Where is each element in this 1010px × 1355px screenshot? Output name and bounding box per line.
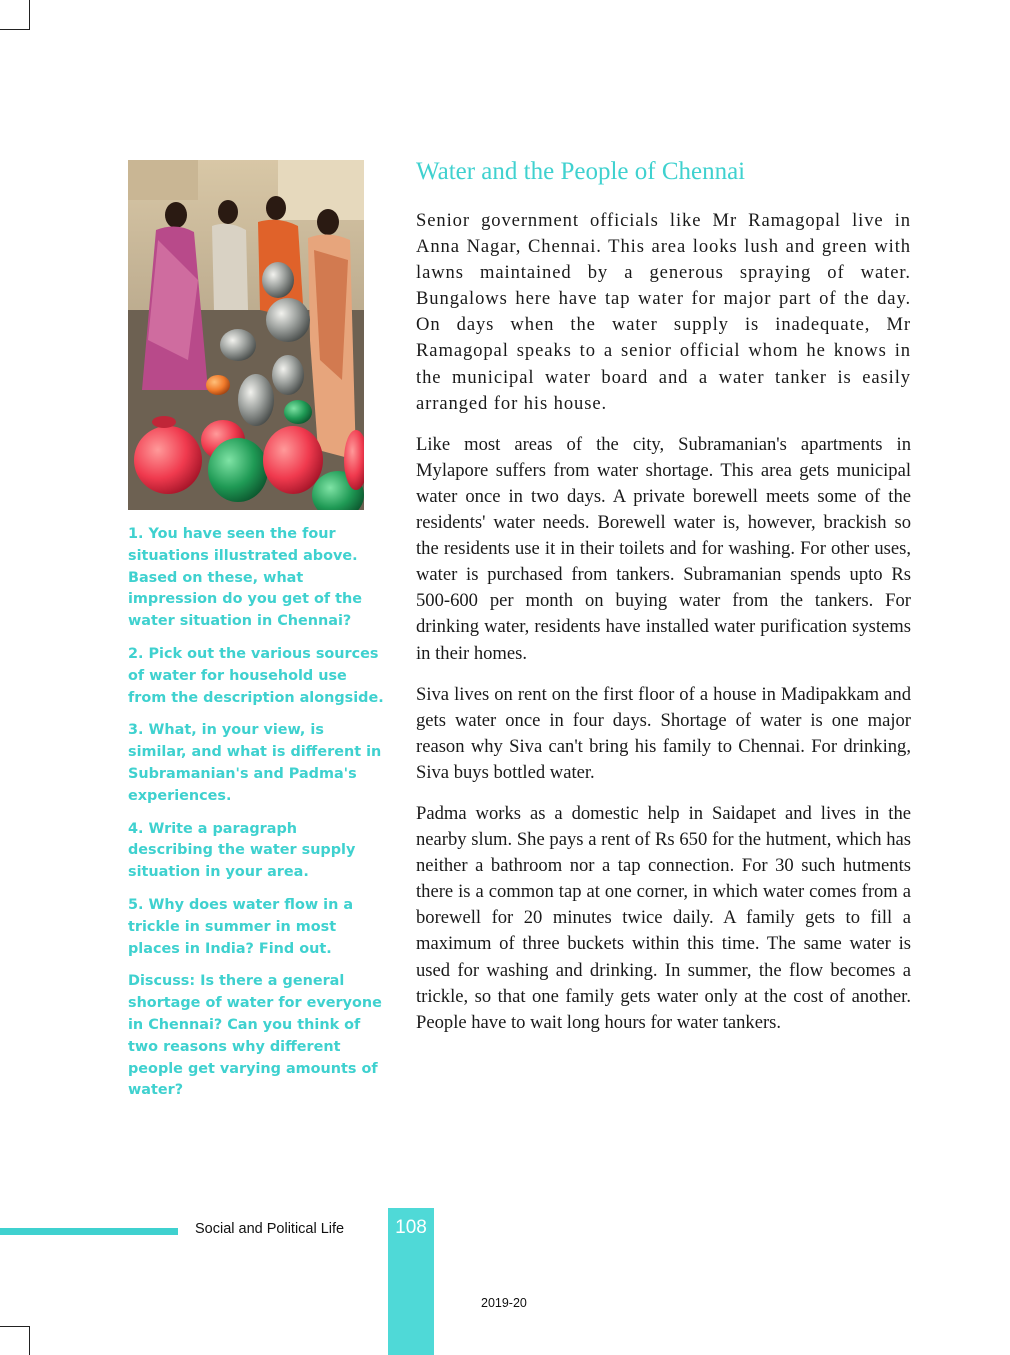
paragraph-siva: Siva lives on rent on the first floor of a house in Madipakkam and gets water once in four days. Shortage of water is one major reason why Siva can't bring his family to Chennai. For drinking, Siva buys bottled water. xyxy=(416,683,911,783)
question-2: 2. Pick out the various sources of water for household use from the description alongside. xyxy=(128,645,384,706)
page-number: 108 xyxy=(395,1217,427,1238)
book-title: Social and Political Life xyxy=(195,1221,345,1237)
footer-accent-bar xyxy=(0,1228,178,1235)
crop-mark-top-left xyxy=(0,0,30,30)
question-3: 3. What, in your view, is similar, and what is different in Subramanian's and Padma's experiences. xyxy=(128,722,382,804)
edition-year: 2019-20 xyxy=(481,1296,527,1310)
paragraph-subramanian: Like most areas of the city, Subramanian's apartments in Mylapore suffers from water shortage. This area gets municipal water once in two days. A private borewell meets some of the residents' water needs. Borewell water is, however, brackish so the residents use it in their toilets and for washing. For other uses, water is purchased from tankers. Subramanian spends upto Rs 500-600 per month on buying water from the tankers. For drinking water, residents have installed water purification systems in their homes. xyxy=(416,433,911,664)
paragraph-padma: Padma works as a domestic help in Saidapet and lives in the nearby slum. She pays a rent of Rs 650 for the hutment, which has neither a bathroom nor a tap connection. For 30 such hutments there is a common tap at one corner, in which water comes from a borewell for 20 minutes twice daily. A family gets to fill a maximum of three buckets within this time. The same water is used for washing and drinking. In summer, the flow becomes a trickle, so that one family gets water only at the cost of another. People have to wait long hours for water tankers. xyxy=(416,802,911,1033)
question-5: 5. Why does water flow in a trickle in summer in most places in India? Find out. xyxy=(128,896,354,957)
crop-mark-bottom-left xyxy=(0,1326,30,1355)
page-number-tab xyxy=(388,1208,434,1355)
questions-panel xyxy=(128,524,384,1113)
women-collecting-water-photo xyxy=(128,160,364,510)
question-1: 1. You have seen the four situations illustrated above. Based on these, what impression do you get of the water situation in Chennai? xyxy=(128,526,363,630)
paragraph-ramagopal: Senior government officials like Mr Ramagopal live in Anna Nagar, Chennai. This area looks lush and green with lawns maintained by a generous spraying of water. Bungalows here have tap water for major part of the day. On days when the water supply is inadequate, Mr Ramagopal speaks to a senior official whom he knows in the municipal water board and a water tanker is easily arranged for his house. xyxy=(416,210,911,414)
body-text xyxy=(416,208,911,1051)
discussion-question: Discuss: Is there a general shortage of water for everyone in Chennai? Can you think of two reasons why different people get varying amounts of water? xyxy=(128,973,382,1099)
section-heading: Water and the People of Chennai xyxy=(416,158,746,185)
question-4: 4. Write a paragraph describing the water supply situation in your area. xyxy=(128,820,356,881)
